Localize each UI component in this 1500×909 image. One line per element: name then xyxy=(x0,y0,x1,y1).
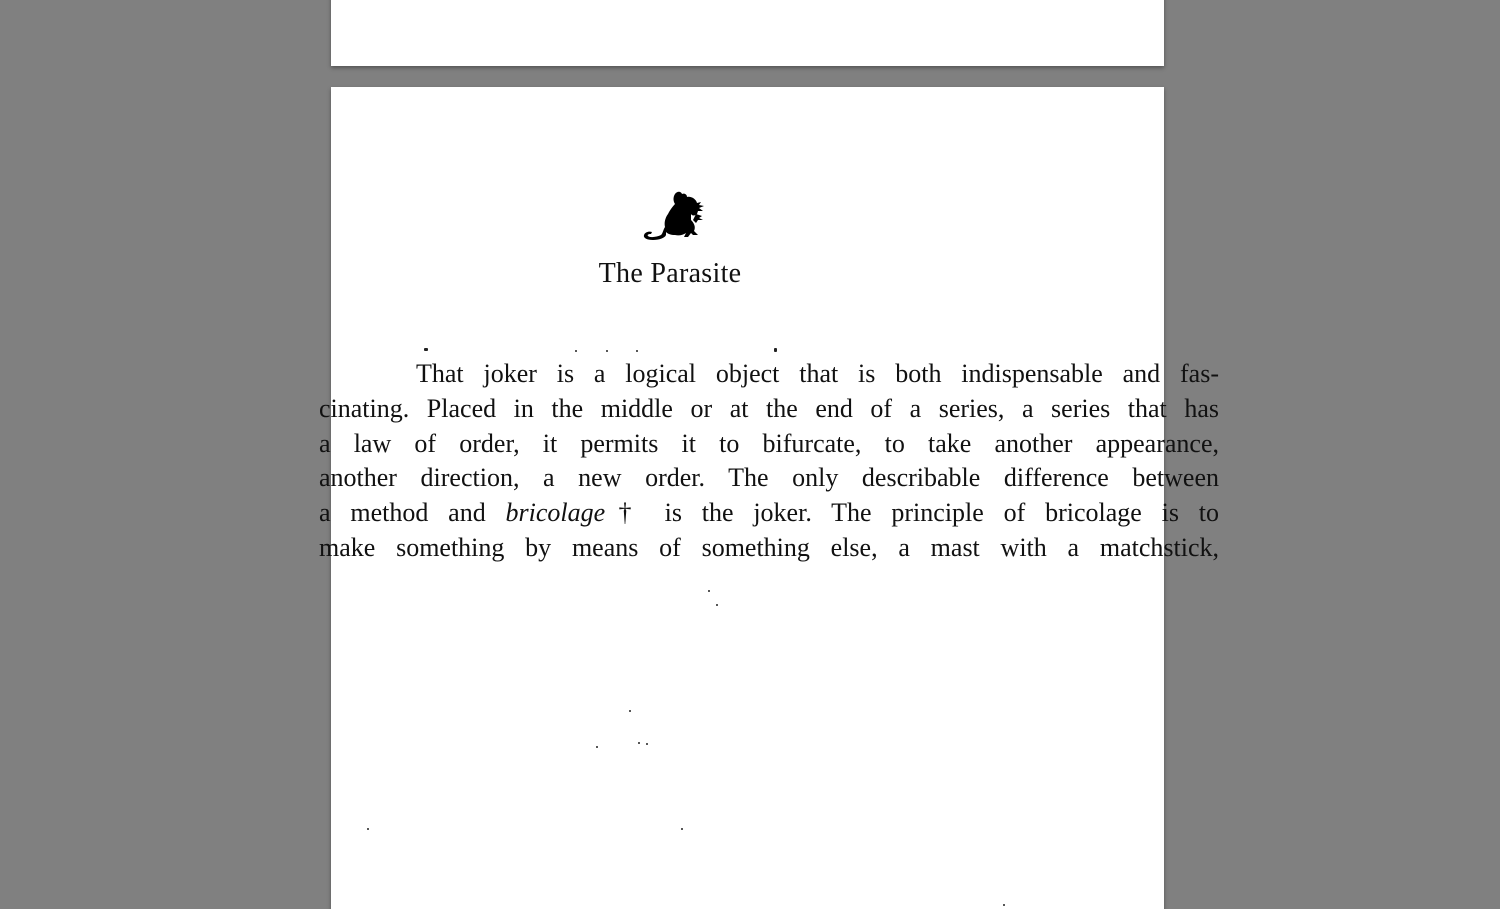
scan-speck xyxy=(681,828,683,830)
scan-speck xyxy=(646,743,648,745)
text-segment: a method and xyxy=(319,498,506,528)
text-segment: is the joker. The principle of bricolage is to xyxy=(644,498,1220,528)
scan-speck xyxy=(638,742,640,744)
footnote-mark: † xyxy=(605,498,645,528)
text-line: cinating. Placed in the middle or at the end of a series, a series that has xyxy=(319,393,1219,423)
scan-speck xyxy=(708,590,710,592)
text-line: That joker is a logical object that is both indispensable and fas- xyxy=(416,359,1219,388)
cropped-text-fragments xyxy=(420,346,790,354)
italic-term: bricolage xyxy=(505,498,606,528)
text-line: a law of order, it permits it to bifurcate, to take another appearance, xyxy=(319,428,1219,458)
scan-speck xyxy=(629,710,631,712)
body-paragraph xyxy=(319,357,1219,566)
text-line: make something by means of something else, a mast with a matchstick, xyxy=(319,532,1219,562)
text-line xyxy=(319,496,1219,531)
text-line: another direction, a new order. The only describable difference between xyxy=(319,463,1219,493)
scan-speck xyxy=(367,828,369,830)
scan-speck xyxy=(596,746,598,748)
previous-page xyxy=(331,0,1164,66)
chapter-title: The Parasite xyxy=(598,258,742,289)
rat-icon xyxy=(641,190,707,242)
scan-speck xyxy=(1003,904,1005,906)
scan-speck xyxy=(716,604,718,606)
